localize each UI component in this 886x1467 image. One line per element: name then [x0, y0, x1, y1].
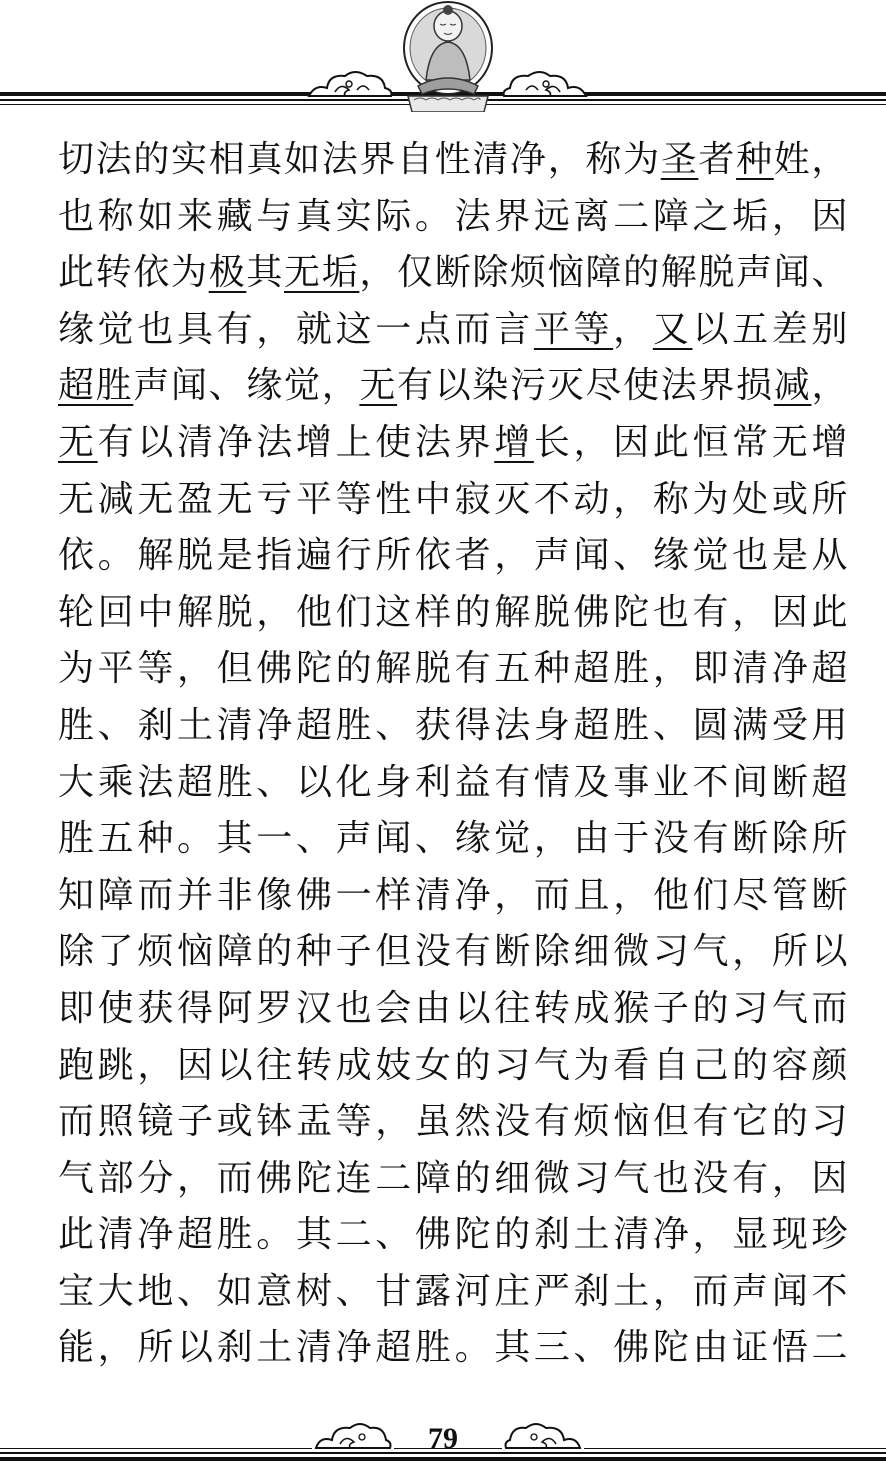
page-number: 79	[428, 1422, 458, 1455]
text-segment: 缘觉也具有，就这一点而言	[58, 308, 534, 350]
text-segment: 声闻、缘觉，	[133, 365, 360, 407]
text-segment: 宝大地、如意树、甘露河庄严刹土，而声闻不	[58, 1270, 848, 1312]
text-line	[58, 585, 848, 642]
text-line	[58, 924, 848, 981]
text-segment: 者	[698, 139, 737, 180]
underlined-term: 无	[359, 365, 398, 407]
text-line	[58, 641, 848, 698]
text-line	[58, 415, 848, 472]
text-segment: 为平等，但佛陀的解脱有五种超胜，即清净超	[58, 648, 848, 690]
text-segment: 有以染污灭尽使法界损	[397, 365, 774, 407]
text-line	[58, 1094, 848, 1151]
page-header	[0, 0, 886, 112]
text-line	[58, 1320, 848, 1377]
text-segment: 依。解脱是指遍行所依者，声闻、缘觉也是从	[58, 535, 848, 577]
text-line	[58, 698, 848, 755]
underlined-term: 无	[58, 421, 98, 463]
text-segment: 姓，	[773, 139, 848, 180]
text-segment: 轮回中解脱，他们这样的解脱佛陀也有，因此	[58, 591, 848, 633]
text-segment: 即使获得阿罗汉也会由以往转成猴子的习气而	[58, 987, 848, 1029]
text-line	[58, 811, 848, 868]
text-segment: ，	[613, 308, 653, 350]
text-segment: 除了烦恼障的种子但没有断除细微习气，所以	[58, 931, 848, 973]
underlined-term: 减	[773, 365, 812, 407]
text-segment: 此转依为	[58, 252, 209, 294]
underlined-term: 无垢	[284, 252, 360, 294]
text-line	[58, 981, 848, 1038]
text-segment: 也称如来藏与真实际。法界远离二障之垢，因	[58, 195, 848, 237]
text-segment: 跑跳，因以往转成妓女的习气为看自己的容颜	[58, 1044, 848, 1086]
text-line	[58, 132, 848, 189]
text-segment: 长，因此恒常无增	[533, 421, 848, 463]
text-segment: 能，所以刹土清净超胜。其三、佛陀由证悟二	[58, 1327, 848, 1369]
text-segment: 知障而并非像佛一样清净，而且，他们尽管断	[58, 874, 848, 916]
underlined-term: 平等	[533, 308, 614, 350]
underlined-term: 种	[736, 139, 774, 180]
text-line	[58, 528, 848, 585]
text-line	[58, 358, 848, 415]
text-segment: 胜五种。其一、声闻、缘觉，由于没有断除所	[58, 818, 848, 860]
text-segment: 气部分，而佛陀连二障的细微习气也没有，因	[58, 1157, 848, 1199]
text-segment: 其	[246, 252, 285, 294]
text-segment: 而照镜子或钵盂等，虽然没有烦恼但有它的习	[58, 1101, 848, 1143]
text-segment: 此清净超胜。其二、佛陀的刹土清净，显现珍	[58, 1214, 848, 1256]
text-segment: 切法的实相真如法界自性清净，称为	[58, 139, 661, 180]
text-line	[58, 1207, 848, 1264]
text-segment: 以五差别	[692, 308, 848, 350]
underlined-term: 超胜	[58, 365, 134, 407]
text-line	[58, 1151, 848, 1208]
text-segment: 有以清净法增上使法界	[97, 421, 495, 463]
buddha-figure-icon	[400, 0, 496, 112]
text-line	[58, 1264, 848, 1321]
cloud-ornament-right-icon	[500, 66, 590, 102]
body-text	[58, 132, 848, 1377]
text-line	[58, 472, 848, 529]
text-line	[58, 302, 848, 359]
text-line	[58, 189, 848, 246]
text-line	[58, 245, 848, 302]
underlined-term: 增	[494, 421, 534, 463]
footer-rule-thick	[0, 1457, 886, 1461]
cloud-ornament-left-icon	[305, 66, 395, 102]
text-segment: ，	[811, 365, 848, 407]
text-segment: 胜、刹土清净超胜、获得法身超胜、圆满受用	[58, 704, 848, 746]
underlined-term: 圣	[660, 139, 699, 180]
text-segment: 大乘法超胜、以化身利益有情及事业不间断超	[58, 761, 848, 803]
text-segment: ，仅断除烦恼障的解脱声闻、	[359, 252, 848, 294]
text-line	[58, 1038, 848, 1095]
text-segment: 无减无盈无亏平等性中寂灭不动，称为处或所	[58, 478, 848, 520]
text-line	[58, 868, 848, 925]
underlined-term: 极	[208, 252, 247, 294]
underlined-term: 又	[652, 308, 693, 350]
page-footer	[0, 1410, 886, 1467]
text-line	[58, 755, 848, 812]
